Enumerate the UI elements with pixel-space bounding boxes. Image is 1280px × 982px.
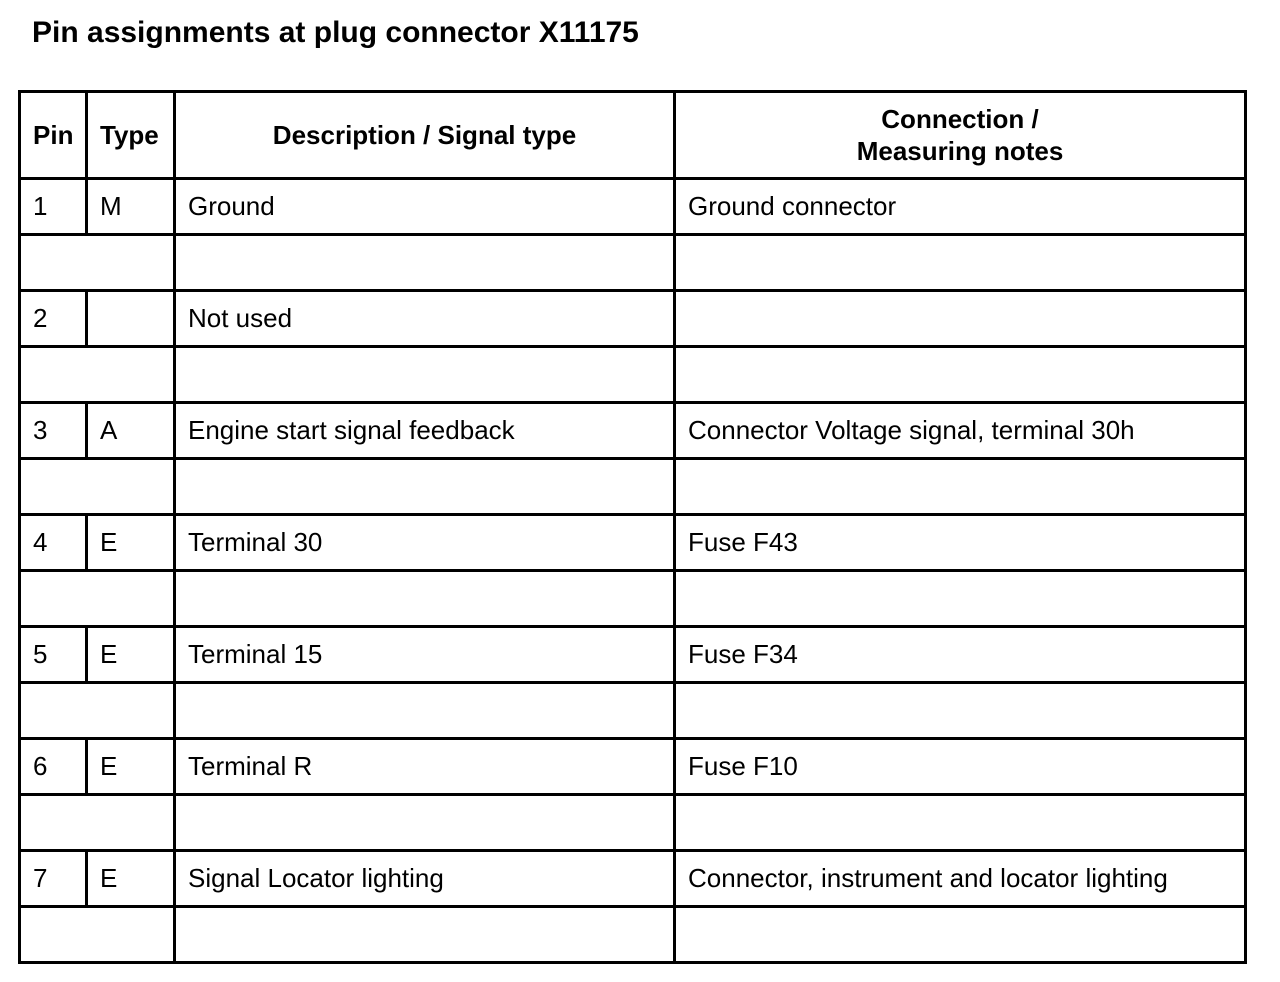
cell-type: A (87, 403, 175, 459)
cell-type: E (87, 627, 175, 683)
table-spacer-row (20, 571, 1246, 627)
pin-assignment-table (18, 90, 1247, 964)
table-spacer-row (20, 459, 1246, 515)
spacer-cell (175, 683, 675, 739)
table-row (20, 291, 1246, 347)
spacer-cell (20, 795, 175, 851)
cell-description: Terminal 30 (175, 515, 675, 571)
cell-pin: 7 (20, 851, 87, 907)
spacer-cell (675, 907, 1246, 963)
spacer-cell (675, 459, 1246, 515)
cell-connection: Fuse F34 (675, 627, 1246, 683)
spacer-cell (175, 907, 675, 963)
cell-description: Signal Locator lighting (175, 851, 675, 907)
table-row (20, 739, 1246, 795)
cell-connection: Ground connector (675, 179, 1246, 235)
cell-type: E (87, 739, 175, 795)
spacer-cell (20, 347, 175, 403)
spacer-cell (20, 459, 175, 515)
cell-connection (675, 291, 1246, 347)
cell-description: Terminal 15 (175, 627, 675, 683)
table-spacer-row (20, 347, 1246, 403)
cell-pin: 2 (20, 291, 87, 347)
page-title: Pin assignments at plug connector X11175 (32, 16, 639, 49)
table-header-row (20, 92, 1246, 179)
spacer-cell (20, 683, 175, 739)
cell-type: E (87, 515, 175, 571)
spacer-cell (675, 347, 1246, 403)
cell-connection: Connector Voltage signal, terminal 30h (675, 403, 1246, 459)
spacer-cell (675, 795, 1246, 851)
cell-pin: 3 (20, 403, 87, 459)
spacer-cell (675, 235, 1246, 291)
cell-type (87, 291, 175, 347)
table-row (20, 515, 1246, 571)
header-description: Description / Signal type (175, 92, 675, 179)
header-type: Type (87, 92, 175, 179)
cell-type: M (87, 179, 175, 235)
spacer-cell (175, 459, 675, 515)
cell-description: Ground (175, 179, 675, 235)
spacer-cell (20, 571, 175, 627)
spacer-cell (20, 235, 175, 291)
cell-pin: 1 (20, 179, 87, 235)
spacer-cell (175, 571, 675, 627)
spacer-cell (175, 235, 675, 291)
cell-pin: 6 (20, 739, 87, 795)
cell-type: E (87, 851, 175, 907)
table-spacer-row (20, 907, 1246, 963)
table-row (20, 627, 1246, 683)
cell-connection: Fuse F43 (675, 515, 1246, 571)
table-spacer-row (20, 795, 1246, 851)
cell-connection: Connector, instrument and locator lighting (675, 851, 1246, 907)
spacer-cell (175, 347, 675, 403)
header-pin: Pin (20, 92, 87, 179)
table-row (20, 851, 1246, 907)
cell-description: Not used (175, 291, 675, 347)
table-row (20, 179, 1246, 235)
cell-description: Terminal R (175, 739, 675, 795)
spacer-cell (675, 683, 1246, 739)
spacer-cell (175, 795, 675, 851)
header-connection: Connection / Measuring notes (675, 92, 1246, 179)
cell-pin: 5 (20, 627, 87, 683)
spacer-cell (675, 571, 1246, 627)
table-spacer-row (20, 235, 1246, 291)
table-spacer-row (20, 683, 1246, 739)
cell-description: Engine start signal feedback (175, 403, 675, 459)
cell-pin: 4 (20, 515, 87, 571)
cell-connection: Fuse F10 (675, 739, 1246, 795)
table-row (20, 403, 1246, 459)
spacer-cell (20, 907, 175, 963)
